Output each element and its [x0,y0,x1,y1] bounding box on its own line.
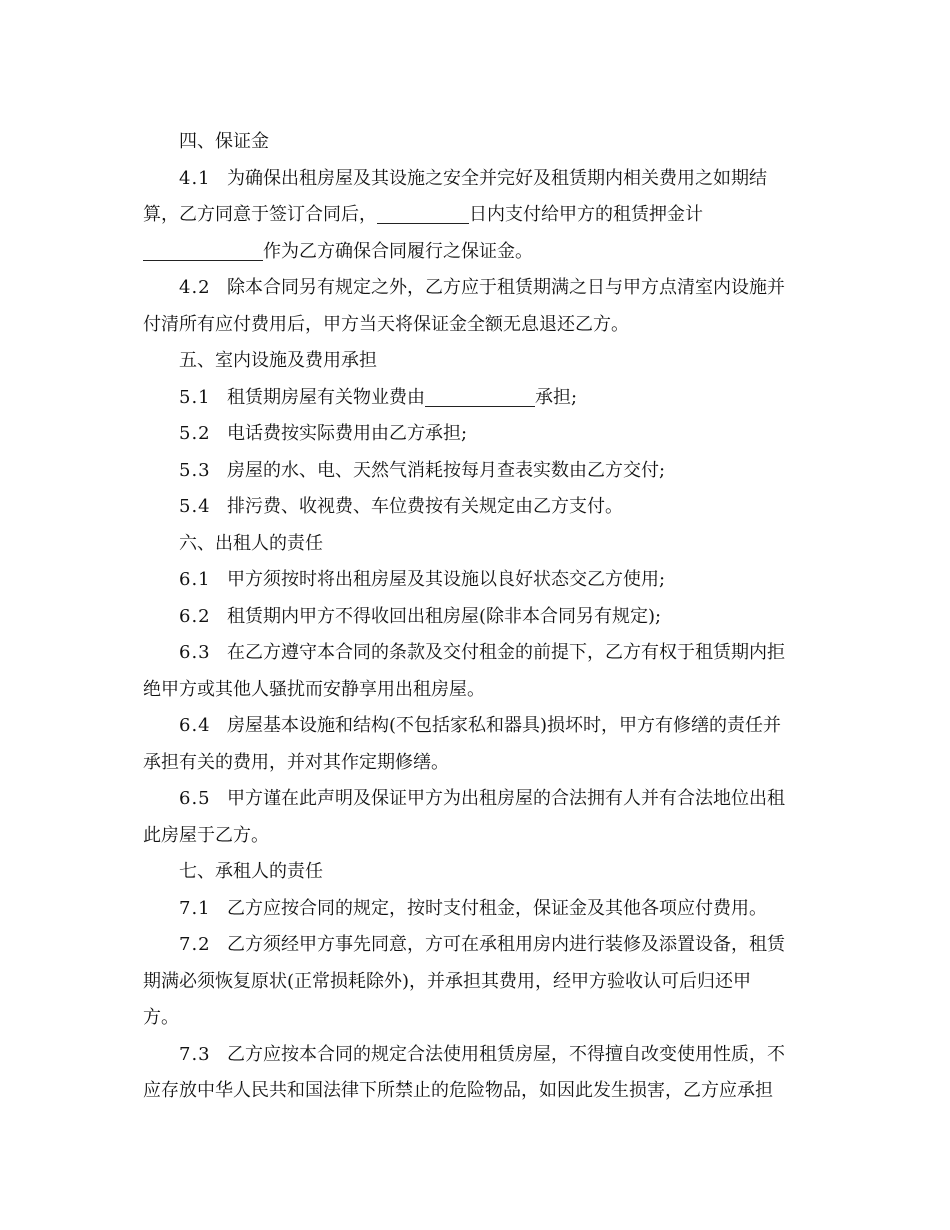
clause-4-1-line-1 [143,161,808,198]
clause-7-2-line-1 [143,927,808,964]
clause-4-2-line-2: 付清所有应付费用后，甲方当天将保证金全额无息退还乙方。 [143,313,629,335]
clause-number: 5.4 [179,496,211,517]
fill-in-blank-deposit [143,238,263,261]
clause-text: 除本合同另有规定之外，乙方应于租赁期满之日与甲方点清室内设施并 [227,277,785,298]
clause-7-3-line-2: 应存放中华人民共和国法律下所禁止的危险物品，如因此发生损害，乙方应承担 [143,1080,773,1101]
clause-text: 排污费、收视费、车位费按有关规定由乙方支付。 [227,496,623,517]
clause-text: 作为乙方确保合同履行之保证金。 [263,240,533,262]
clause-text: 乙方应按本合同的规定合法使用租赁房屋，不得擅自改变使用性质，不 [227,1043,785,1065]
fill-in-blank-property-fee [425,384,535,407]
clause-6-4-line-2: 承担有关的费用，并对其作定期修缮。 [143,751,449,773]
clause-6-5-line-1 [143,781,808,818]
clause-text: 为确保出租房屋及其设施之安全并完好及租赁期内相关费用之如期结 [227,167,767,189]
clause-7-1 [143,891,808,928]
clause-text: 在乙方遵守本合同的条款及交付租金的前提下，乙方有权于租赁期内拒 [227,642,785,663]
clause-text: 承担; [535,386,578,408]
section-4-title: 四、保证金 [179,131,269,152]
section-5-title: 五、室内设施及费用承担 [179,350,377,371]
clause-text: 算，乙方同意于签订合同后， [143,204,377,225]
clause-7-3-line-1 [143,1037,808,1074]
clause-number: 4.1 [179,167,211,189]
clause-4-2-line-1 [143,270,808,307]
clause-7-2-line-2: 期满必须恢复原状(正常损耗除外)，并承担其费用，经甲方验收认可后归还甲 [143,970,752,992]
clause-number: 7.2 [179,934,211,955]
clause-text: 租赁期房屋有关物业费由 [227,386,425,408]
clause-6-4-line-1 [143,708,808,745]
clause-text: 租赁期内甲方不得收回出租房屋(除非本合同另有规定); [227,605,662,627]
clause-number: 7.3 [179,1043,211,1065]
clause-4-1-line-3 [143,234,808,271]
clause-5-3 [143,453,808,490]
clause-6-3-line-2: 绝甲方或其他人骚扰而安静享用出租房屋。 [143,678,485,700]
clause-number: 6.1 [179,569,211,590]
clause-6-5-line-2: 此房屋于乙方。 [143,824,269,846]
clause-number: 6.4 [179,715,211,736]
contract-body [143,124,808,1110]
clause-6-2 [143,599,808,636]
clause-text: 日内支付给甲方的租赁押金计 [469,204,703,225]
clause-5-4 [143,489,808,526]
clause-4-1-line-2 [143,197,808,234]
clause-number: 6.2 [179,605,211,627]
clause-text: 电话费按实际费用由乙方承担; [227,423,468,444]
clause-number: 5.3 [179,459,211,481]
fill-in-blank-days [377,201,469,224]
clause-text: 房屋基本设施和结构(不包括家私和器具)损坏时，甲方有修缮的责任并 [227,715,782,736]
clause-number: 4.2 [179,277,211,298]
clause-6-1 [143,562,808,599]
clause-text: 乙方应按合同的规定，按时支付租金，保证金及其他各项应付费用。 [227,897,767,919]
clause-6-3-line-1 [143,635,808,672]
clause-text: 甲方须按时将出租房屋及其设施以良好状态交乙方使用; [227,569,666,590]
clause-number: 6.3 [179,642,211,663]
clause-5-1 [143,380,808,417]
section-7-title: 七、承租人的责任 [179,861,323,882]
clause-5-2 [143,416,808,453]
clause-text: 乙方须经甲方事先同意，方可在承租用房内进行装修及添置设备，租赁 [227,934,785,955]
clause-text: 房屋的水、电、天然气消耗按每月查表实数由乙方交付; [227,459,666,481]
clause-text: 甲方谨在此声明及保证甲方为出租房屋的合法拥有人并有合法地位出租 [227,788,785,809]
clause-number: 5.1 [179,386,211,408]
clause-7-2-line-3: 方。 [143,1007,179,1028]
clause-number: 7.1 [179,897,211,919]
section-6-title: 六、出租人的责任 [179,532,323,554]
clause-number: 6.5 [179,788,211,809]
clause-number: 5.2 [179,423,211,444]
